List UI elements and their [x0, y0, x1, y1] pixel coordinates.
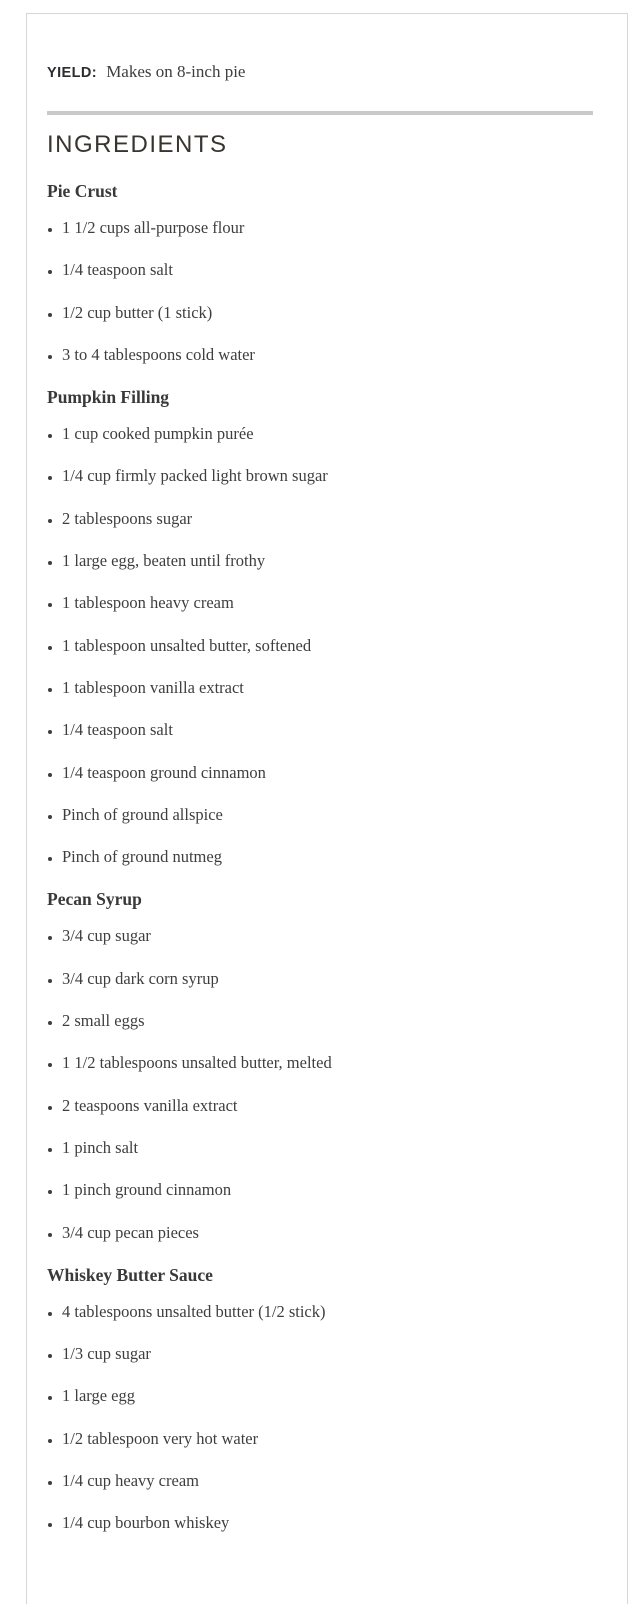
- ingredient-item: • 1 cup cooked pumpkin purée: [62, 425, 607, 442]
- ingredient-item: • 1/4 cup firmly packed light brown sugar: [62, 467, 607, 484]
- ingredient-item: • 1/4 teaspoon ground cinnamon: [62, 764, 607, 781]
- ingredient-item: • 1 1/2 cups all-purpose flour: [62, 219, 607, 236]
- ingredient-item: • 3/4 cup pecan pieces: [62, 1224, 607, 1241]
- ingredient-item: • 1/2 cup butter (1 stick): [62, 304, 607, 321]
- ingredients-heading: INGREDIENTS: [47, 131, 228, 158]
- ingredient-item: • 1 pinch salt: [62, 1139, 607, 1156]
- ingredient-section: [27, 890, 627, 1240]
- ingredient-item: • Pinch of ground nutmeg: [62, 848, 607, 865]
- ingredient-item: • 1/4 teaspoon salt: [62, 721, 607, 738]
- ingredient-section: [27, 182, 627, 363]
- ingredient-item: • 1/4 cup heavy cream: [62, 1472, 607, 1489]
- ingredient-item: • 1/3 cup sugar: [62, 1345, 607, 1362]
- section-title: Whiskey Butter Sauce: [47, 1264, 213, 1285]
- ingredient-item: • Pinch of ground allspice: [62, 806, 607, 823]
- yield-value: Makes on 8-inch pie: [106, 62, 246, 81]
- ingredient-item: • 3/4 cup dark corn syrup: [62, 970, 607, 987]
- ingredient-item: • 1 large egg: [62, 1387, 607, 1404]
- ingredient-item: • 1/4 cup bourbon whiskey: [62, 1514, 607, 1531]
- yield-label: YIELD:: [47, 65, 97, 81]
- ingredient-section: [27, 1266, 627, 1531]
- ingredient-item: • 2 small eggs: [62, 1012, 607, 1029]
- ingredient-item: • 1 1/2 tablespoons unsalted butter, melted: [62, 1054, 607, 1071]
- section-title: Pie Crust: [47, 181, 118, 201]
- ingredient-item: • 4 tablespoons unsalted butter (1/2 stick): [62, 1303, 607, 1320]
- ingredient-item: • 3/4 cup sugar: [62, 927, 607, 944]
- ingredient-list: [27, 425, 627, 865]
- ingredient-item: • 3 to 4 tablespoons cold water: [62, 346, 607, 363]
- ingredient-item: • 1 tablespoon heavy cream: [62, 594, 607, 611]
- ingredient-item: • 2 tablespoons sugar: [62, 510, 607, 527]
- ingredient-list: [27, 1303, 627, 1531]
- ingredient-item: • 1 large egg, beaten until frothy: [62, 552, 607, 569]
- recipe-card: [26, 13, 628, 1604]
- yield-line: [47, 62, 607, 83]
- ingredient-item: • 1/2 tablespoon very hot water: [62, 1430, 607, 1447]
- ingredient-item: • 1 tablespoon unsalted butter, softened: [62, 637, 607, 654]
- ingredient-item: • 1 tablespoon vanilla extract: [62, 679, 607, 696]
- ingredient-list: [27, 927, 627, 1240]
- ingredient-section: [27, 388, 627, 865]
- ingredient-sections: [27, 182, 627, 1531]
- section-title: Pecan Syrup: [47, 889, 142, 910]
- ingredient-item: • 1 pinch ground cinnamon: [62, 1181, 607, 1198]
- ingredient-item: • 2 teaspoons vanilla extract: [62, 1097, 607, 1114]
- section-title: Pumpkin Filling: [47, 387, 170, 408]
- ingredient-item: • 1/4 teaspoon salt: [62, 261, 607, 278]
- section-divider: [47, 111, 593, 115]
- ingredient-list: [27, 219, 627, 363]
